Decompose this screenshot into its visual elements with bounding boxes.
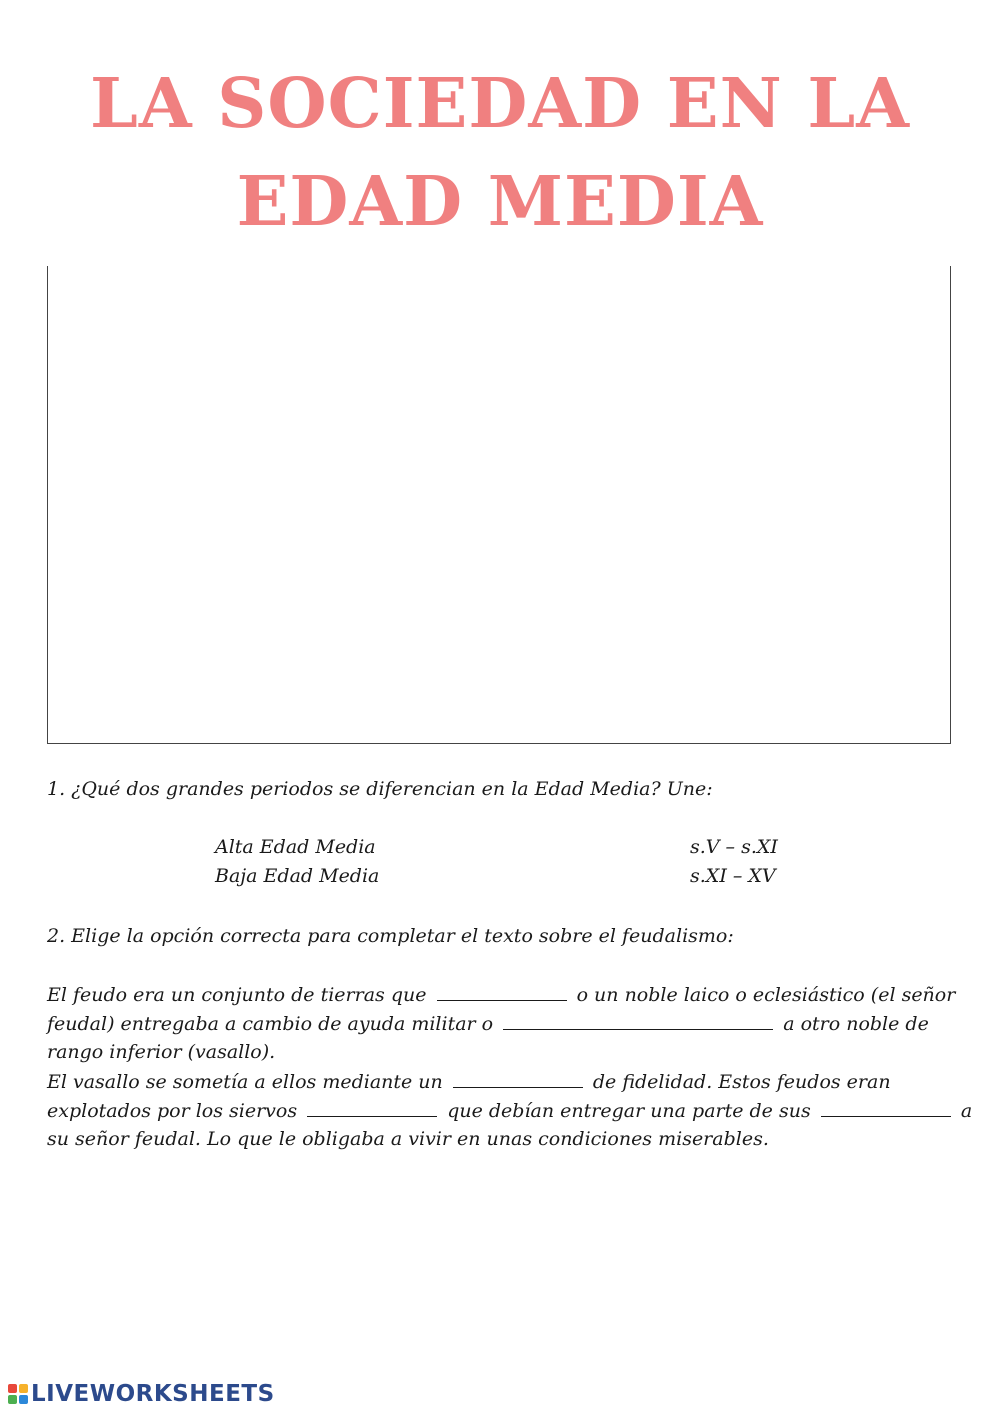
paragraph-text: El vasallo se sometía a ellos mediante un xyxy=(47,1071,443,1093)
paragraph-text: feudal) entregaba a cambio de ayuda militar o xyxy=(47,1013,494,1035)
paragraph-line xyxy=(47,980,957,1009)
answer-blank-2[interactable] xyxy=(503,1009,773,1030)
image-area-frame xyxy=(47,266,951,744)
paragraph-text: de fidelidad. Estos feudos eran xyxy=(592,1071,891,1093)
liveworksheets-logo[interactable] xyxy=(8,1381,275,1407)
match-target-s5-s11[interactable]: s.V – s.XI xyxy=(690,836,778,858)
paragraph-text: que debían entregar una parte de sus xyxy=(447,1100,811,1122)
paragraph-text: su señor feudal. Lo que le obligaba a vivir en unas condiciones miserables. xyxy=(47,1128,769,1150)
match-item-alta-edad-media[interactable]: Alta Edad Media xyxy=(215,836,376,858)
logo-square xyxy=(19,1395,28,1404)
paragraph-text: a xyxy=(960,1100,973,1122)
logo-text: LIVEWORKSHEETS xyxy=(31,1381,275,1407)
paragraph-text: El feudo era un conjunto de tierras que xyxy=(47,984,427,1006)
worksheet-title-line2: EDAD MEDIA xyxy=(236,162,764,242)
paragraph-text: a otro noble de xyxy=(783,1013,929,1035)
worksheet-title-line1: LA SOCIEDAD EN LA xyxy=(90,64,910,144)
answer-blank-3[interactable] xyxy=(453,1067,583,1088)
logo-square xyxy=(19,1384,28,1393)
answer-blank-1[interactable] xyxy=(437,980,567,1001)
paragraph-line xyxy=(47,1038,957,1067)
question-2-prompt: 2. Elige la opción correcta para completar el texto sobre el feudalismo: xyxy=(47,925,734,947)
paragraph-line xyxy=(47,1067,957,1096)
paragraph-text: explotados por los siervos xyxy=(47,1100,298,1122)
paragraph-line xyxy=(47,1009,957,1038)
feudalism-paragraph xyxy=(47,980,973,1154)
match-target-s11-s15[interactable]: s.XI – XV xyxy=(690,865,776,887)
paragraph-text: rango inferior (vasallo). xyxy=(47,1041,276,1063)
logo-square xyxy=(8,1395,17,1404)
question-1-prompt: 1. ¿Qué dos grandes periodos se diferencian en la Edad Media? Une: xyxy=(47,778,713,800)
answer-blank-4[interactable] xyxy=(307,1096,437,1117)
paragraph-text: o un noble laico o eclesiástico (el señor xyxy=(576,984,956,1006)
paragraph-line xyxy=(47,1096,973,1125)
answer-blank-5[interactable] xyxy=(821,1096,951,1117)
match-item-baja-edad-media[interactable]: Baja Edad Media xyxy=(215,865,380,887)
paragraph-line xyxy=(47,1125,957,1154)
logo-grid-icon xyxy=(8,1384,28,1404)
logo-square xyxy=(8,1384,17,1393)
